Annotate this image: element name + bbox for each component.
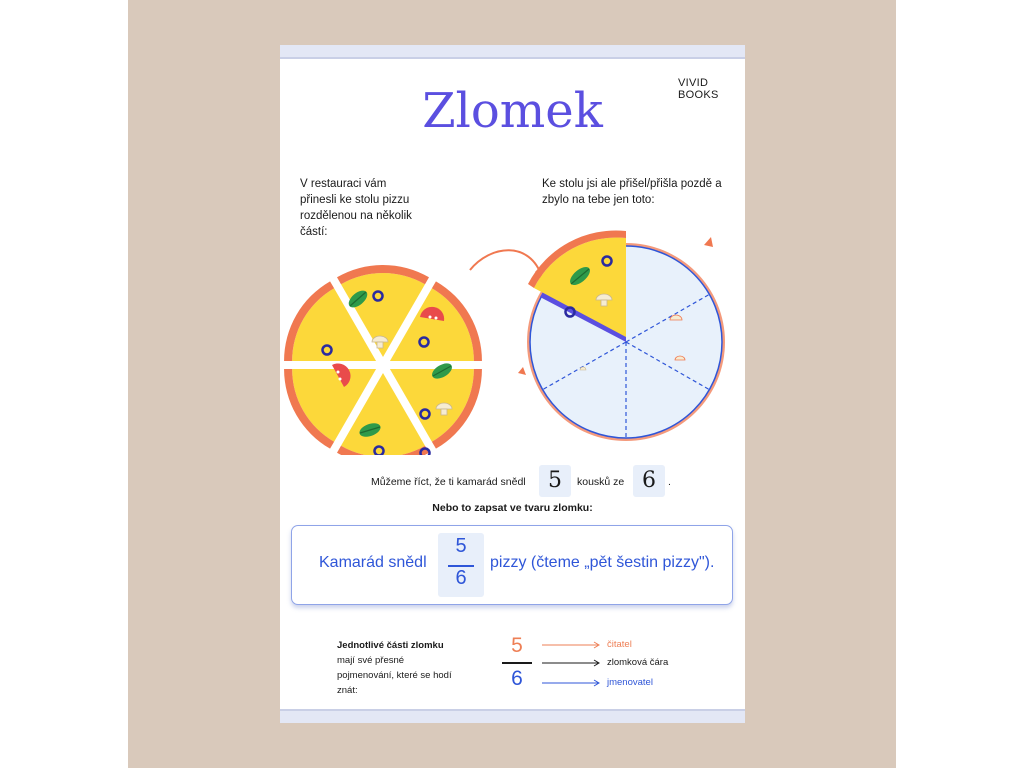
logo-line-2: BOOKS — [678, 89, 719, 101]
parts-heading: Jednotlivé části zlomku — [337, 640, 444, 651]
label-fraction-bar: zlomková čára — [607, 657, 669, 668]
parts-text: mají své přesné pojmenování, které se hodí znát: — [337, 655, 452, 696]
sentence-part-2: kousků ze — [577, 476, 625, 488]
bottom-band — [280, 709, 745, 723]
sentence-part-1: Můžeme říct, že ti kamarád snědl — [371, 476, 526, 488]
right-margin — [896, 0, 1024, 768]
intro-right-text: Ke stolu jsi ale přišel/přišla pozdě a zbylo na tebe jen toto: — [542, 178, 722, 206]
eaten-count-box: 5 — [539, 465, 571, 497]
sentence-part-3: . — [668, 476, 671, 488]
parts-arrows — [280, 45, 745, 723]
logo-line-1: VIVID — [678, 77, 709, 89]
parts-numerator: 5 — [511, 634, 523, 657]
total-count-box: 6 — [633, 465, 665, 497]
fraction-text-before: Kamarád snědl — [319, 554, 427, 571]
fraction-note: Nebo to zapsat ve tvaru zlomku: — [432, 502, 593, 514]
fraction-text-after: pizzy (čteme „pět šestin pizzy"). — [490, 554, 715, 571]
worksheet-page — [280, 45, 745, 723]
page-title: Zlomek — [422, 83, 603, 139]
fraction-numerator: 5 — [455, 535, 467, 557]
parts-denominator: 6 — [511, 667, 523, 690]
intro-left-text: V restauraci vám přinesli ke stolu pizzu rozdělenou na několik částí: — [300, 178, 412, 238]
fraction-denominator: 6 — [455, 567, 467, 589]
label-denominator: jmenovatel — [607, 677, 653, 688]
label-numerator: čitatel — [607, 639, 632, 650]
left-margin — [0, 0, 128, 768]
